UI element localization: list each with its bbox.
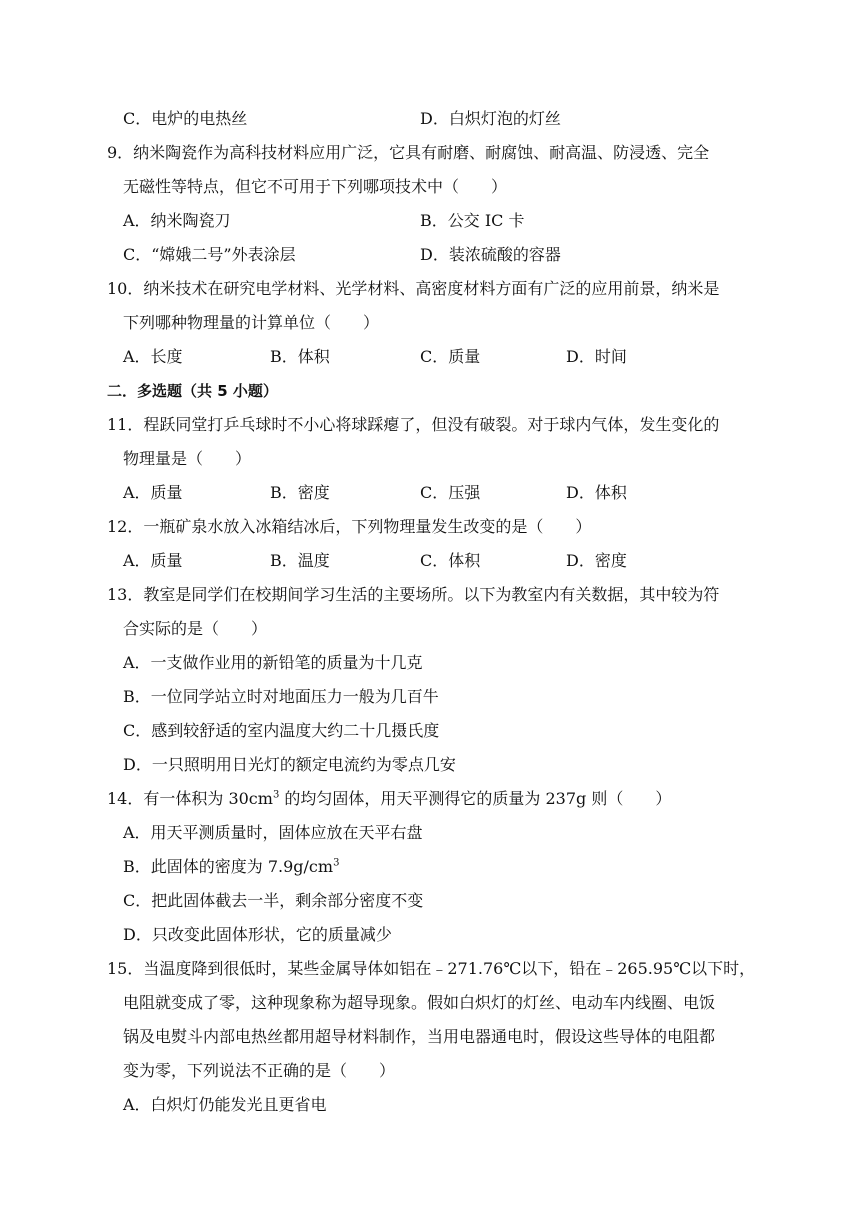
- option-a: A．一支做作业用的新铅笔的质量为十几克: [123, 653, 423, 672]
- section-heading: 二．多选题（共 5 小题）: [107, 382, 278, 400]
- question-stem-cont: 电阻就变成了零，这种现象称为超导现象。假如白炽灯的灯丝、电动车内线圈、电饭: [123, 993, 716, 1012]
- option-d: D．白炽灯泡的灯丝: [420, 109, 561, 128]
- option-a: A．用天平测质量时，固体应放在天平右盘: [123, 823, 423, 842]
- question-stem-cont: 下列哪种物理量的计算单位（ ）: [123, 313, 380, 332]
- question-stem-cont: 合实际的是（ ）: [123, 619, 268, 638]
- option-c: C．“嫦娥二号”外表涂层: [123, 245, 296, 264]
- question-stem: 12．一瓶矿泉水放入冰箱结冰后，下列物理量发生改变的是（ ）: [107, 517, 592, 536]
- option-c: C．把此固体截去一半，剩余部分密度不变: [123, 891, 424, 910]
- option-b: B．体积: [270, 347, 330, 366]
- option-b: B．一位同学站立时对地面压力一般为几百牛: [123, 687, 439, 706]
- superscript: 3: [272, 789, 280, 801]
- option-a: A．纳米陶瓷刀: [123, 211, 231, 230]
- option-b: [123, 856, 339, 878]
- option-a: A．质量: [123, 551, 183, 570]
- option-d: D．密度: [566, 551, 627, 570]
- option-c: C．体积: [420, 551, 481, 570]
- question-stem-cont: 变为零，下列说法不正确的是（ ）: [123, 1061, 396, 1080]
- question-stem-cont: 物理量是（ ）: [123, 449, 252, 468]
- option-c: C．质量: [420, 347, 481, 366]
- stem-part-1: 14．有一体积为 30cm: [107, 789, 273, 808]
- question-stem: 11．程跃同堂打乒乓球时不小心将球踩瘪了，但没有破裂。对于球内气体，发生变化的: [107, 415, 720, 434]
- option-c: C．感到较舒适的室内温度大约二十几摄氏度: [123, 721, 440, 740]
- stem-part-2: 的均匀固体，用天平测得它的质量为 237g 则（ ）: [279, 789, 672, 808]
- option-d: D．一只照明用日光灯的额定电流约为零点几安: [123, 755, 456, 774]
- question-stem: [107, 788, 671, 810]
- option-b-text: B．此固体的密度为 7.9g/cm: [123, 857, 334, 876]
- option-c: C．电炉的电热丝: [123, 109, 248, 128]
- question-stem: 15．当温度降到很低时，某些金属导体如铝在﹣271.76℃以下，铅在﹣265.95℃以下时，: [107, 959, 756, 978]
- option-d: D．体积: [566, 483, 627, 502]
- question-stem: 9．纳米陶瓷作为高科技材料应用广泛，它具有耐磨、耐腐蚀、耐高温、防浸透、完全: [107, 143, 710, 162]
- option-b: B．温度: [270, 551, 330, 570]
- question-stem-cont: 无磁性等特点，但它不可用于下列哪项技术中（ ）: [123, 177, 508, 196]
- option-d: D．装浓硫酸的容器: [420, 245, 561, 264]
- option-d: D．时间: [566, 347, 627, 366]
- question-stem: 13．教室是同学们在校期间学习生活的主要场所。以下为教室内有关数据，其中较为符: [107, 585, 720, 604]
- question-stem-cont: 锅及电熨斗内部电热丝都用超导材料制作，当用电器通电时，假设这些导体的电阻都: [123, 1027, 716, 1046]
- question-stem: 10．纳米技术在研究电学材料、光学材料、高密度材料方面有广泛的应用前景，纳米是: [107, 279, 720, 298]
- option-a: A．白炽灯仍能发光且更省电: [123, 1095, 327, 1114]
- option-b: B．公交 IC 卡: [420, 211, 525, 230]
- option-a: A．长度: [123, 347, 183, 366]
- option-c: C．压强: [420, 483, 481, 502]
- option-a: A．质量: [123, 483, 183, 502]
- superscript: 3: [333, 857, 340, 869]
- option-d: D．只改变此固体形状，它的质量减少: [123, 925, 392, 944]
- option-b: B．密度: [270, 483, 330, 502]
